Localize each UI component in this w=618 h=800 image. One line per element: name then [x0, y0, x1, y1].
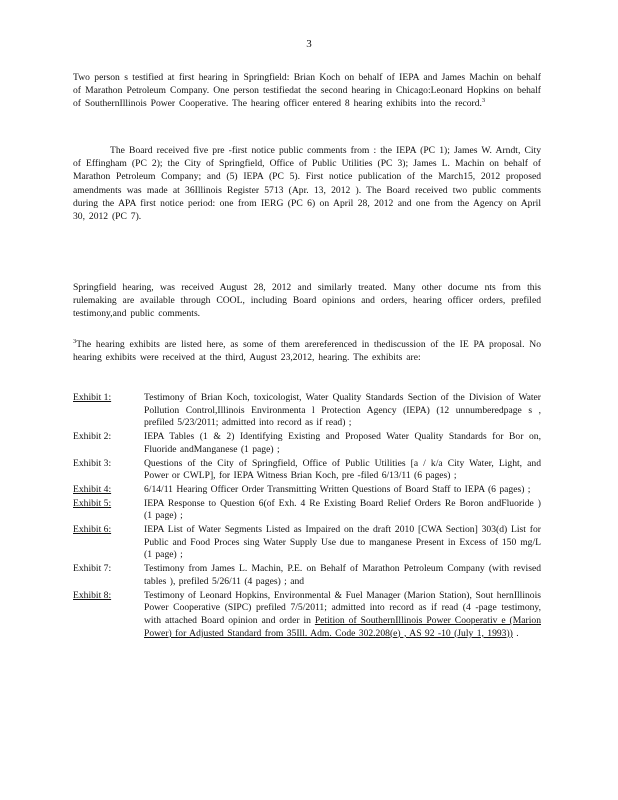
exhibit-item — [73, 392, 541, 430]
exhibit-item — [73, 458, 541, 483]
exhibit-description: IEPA List of Water Segments Listed as Impaired on the draft 2010 [CWA Section] 303(d) List for Public and Food Proces sing Water Supply Use due to manganese Present in Excess of 150 mg/L (1 page) ; — [144, 524, 541, 561]
exhibit-description-end: . — [512, 627, 519, 639]
exhibit-label: Exhibit 6: — [73, 524, 112, 536]
exhibit-description: IEPA Response to Question 6(of Exh. 4 Re Existing Board Relief Orders Re Boron andFluoride ) (1 page) ; — [144, 497, 541, 522]
exhibit-label: Exhibit 8: — [73, 589, 112, 601]
exhibit-label: Exhibit 5: — [73, 497, 112, 509]
exhibit-description: Questions of the City of Springfield, Office of Public Utilities [a / k/a City Water, Light, and Power or CWLP], for IEPA Witness Brian Koch, pre -filed 6/13/11 (6 pages) ; — [144, 457, 541, 482]
exhibit-item — [73, 524, 541, 562]
exhibit-item — [73, 498, 541, 523]
exhibit-label: Exhibit 3: — [73, 457, 112, 469]
exhibit-item — [73, 431, 541, 456]
exhibit-label: Exhibit 2: — [73, 431, 112, 443]
exhibit-item — [73, 590, 541, 641]
paragraph-testimony-text: Two person s testified at first hearing in Springfield: Brian Koch on behalf of IEPA and James Machin on behalf of Marathon Petroleum Company. One person testifiedat the second hearing in Chicago:Leonard Hopkins on behalf of SouthernIllinois Power Cooperative. The hearing officer entered 8 hearing exhibits into the record. — [73, 72, 541, 110]
footnote-text: The hearing exhibits are listed here, as some of them arereferenced in thediscussion of the IE PA proposal. No hearing exhibits were received at the third, August 23,2012, hearing. The exhibits are: — [73, 339, 541, 364]
footnote-marker: 3 — [73, 338, 77, 345]
footnote — [73, 338, 541, 364]
exhibit-description-text: Testimony of Leonard Hopkins, Environmental & Fuel Manager (Marion Station), Sout hernIllinois Power Cooperative (SIPC) prefiled 7/5/2011; admitted into record as if read (4 -page testimony, with attached Board opinion and order in — [144, 589, 541, 626]
exhibit-label: Exhibit 1: — [73, 392, 112, 403]
page-number: 3 — [306, 38, 312, 50]
exhibit-description: IEPA Tables (1 & 2) Identifying Existing and Proposed Water Quality Standards for Bor on, Fluoride andManganese (1 page) ; — [144, 431, 541, 455]
exhibit-item — [73, 563, 541, 588]
exhibit-label: Exhibit 7: — [73, 563, 112, 575]
paragraph-public-comments: The Board received five pre -first notice public comments from : the IEPA (PC 1); James W. Arndt, City of Effingham (PC 2); the City of Springfield, Office of Public Utilities (PC 3); James L. Machin on behalf of Marathon Petroleum Company; and (5) IEPA (PC 5). First notice publication of the March15, 2012 proposed amendments was made at 36Illinois Register 5713 (Apr. 13, 2012 ). The Board received two public comments during the APA first notice period: one from IERG (PC 6) on April 28, 2012 and one from the Agency on April 30, 2012 (PC 7). — [73, 145, 541, 223]
exhibit-label: Exhibit 4: — [73, 483, 112, 495]
exhibit-item — [73, 484, 541, 497]
exhibit-description: Testimony from James L. Machin, P.E. on Behalf of Marathon Petroleum Company (with revised tables ), prefiled 5/26/11 (4 pages) ; and — [144, 563, 541, 587]
exhibit-description — [144, 590, 541, 641]
footnote-reference: 3 — [481, 97, 486, 105]
exhibit-description: Testimony of Brian Koch, toxicologist, Water Quality Standards Section of the Division of Water Pollution Control,Illinois Environmenta l Protection Agency (IEPA) (12 unnumberedpage s , prefiled 5/23/2011; admitted into record as if read) ; — [144, 392, 541, 429]
paragraph-springfield-hearing: Springfield hearing, was received August 28, 2012 and similarly treated. Many other docume nts from this rulemaking are available through COOL, including Board opinions and orders, hearing officer orders, prefiled testimony,and public comments. — [73, 282, 541, 320]
case-citation: Petition of SouthernIllinois Power Cooperativ e (Marion Power) for Adjusted Standard from 35Ill. Adm. Code 302.208(e) , AS 92 -10 (July 1, 1993)) — [144, 614, 541, 639]
exhibit-description: 6/14/11 Hearing Officer Order Transmitting Written Questions of Board Staff to IEPA (6 pages) ; — [144, 483, 531, 495]
paragraph-testimony — [73, 71, 541, 111]
exhibit-list — [73, 392, 541, 641]
